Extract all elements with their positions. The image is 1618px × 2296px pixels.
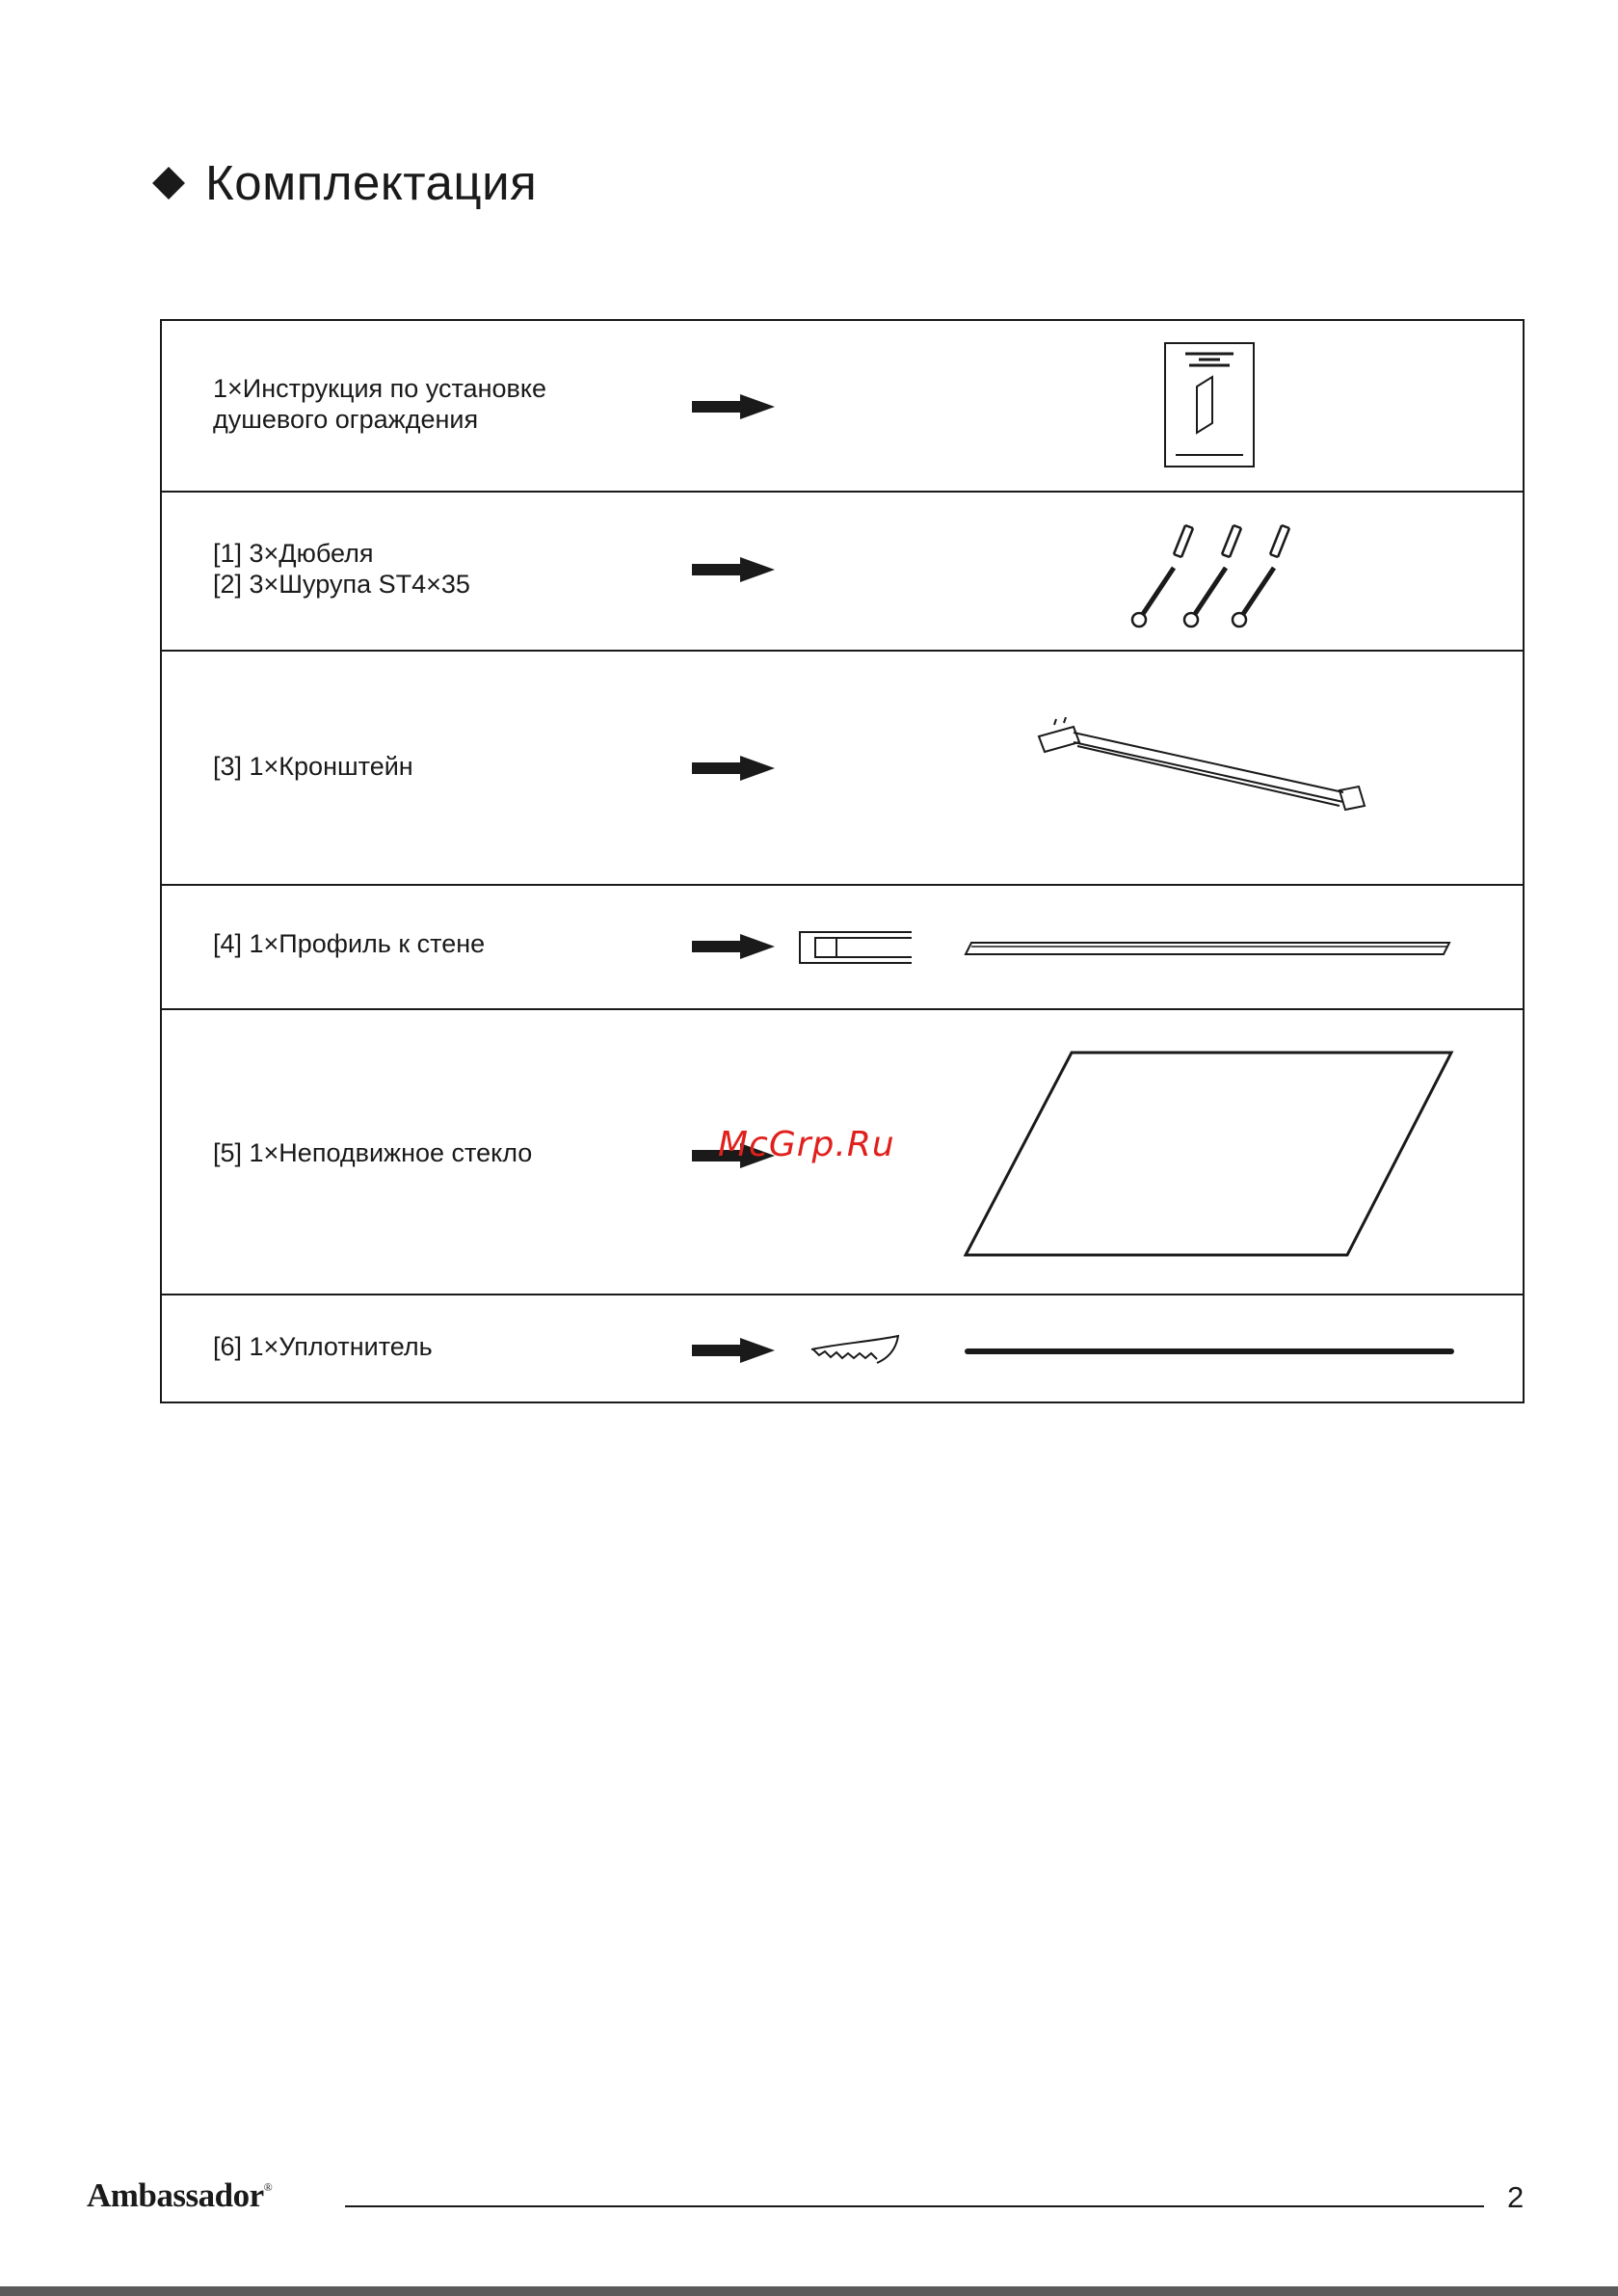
item-label: [6] 1×Уплотнитель: [213, 1332, 433, 1361]
bracket-bar-icon: [1035, 717, 1392, 814]
registered-mark: ®: [263, 2180, 273, 2194]
brand-name: Ambassador: [87, 2176, 264, 2214]
page-title: [157, 154, 537, 211]
item-label: [1] 3×Дюбеля [2] 3×Шурупа ST4×35: [213, 539, 470, 599]
dowels-and-screws-icon: [1122, 520, 1295, 635]
arrow-right-icon: [692, 934, 775, 959]
seal-strip-icon: [964, 1346, 1455, 1357]
parts-row: [162, 321, 1523, 493]
item-label: 1×Инструкция по установке душевого ограждения: [213, 374, 546, 434]
page-number: 2: [1507, 2180, 1525, 2214]
page-title-text: Комплектация: [205, 155, 538, 210]
bottom-edge-bar: [0, 2286, 1618, 2296]
arrow-right-icon: [692, 557, 775, 582]
manual-booklet-icon: [1164, 342, 1255, 467]
wall-profile-icon: [964, 939, 1453, 958]
seal-section-icon: [809, 1334, 906, 1367]
arrow-right-icon: [692, 756, 775, 781]
parts-table: [160, 319, 1525, 1403]
item-label: [4] 1×Профиль к стене: [213, 929, 486, 958]
diamond-icon: [152, 167, 185, 200]
watermark: McGrp.Ru: [718, 1125, 895, 1164]
item-label: [3] 1×Кронштейн: [213, 752, 413, 781]
wall-profile-section-icon: [798, 928, 914, 967]
item-label: [5] 1×Неподвижное стекло: [213, 1138, 533, 1167]
arrow-right-icon: [692, 1338, 775, 1363]
arrow-right-icon: [692, 394, 775, 419]
parts-row: [162, 886, 1523, 1010]
brand-logo: [87, 2176, 272, 2215]
glass-panel-icon: [964, 1051, 1455, 1257]
parts-row: [162, 1295, 1523, 1402]
footer-divider: [345, 2205, 1484, 2207]
parts-row: [162, 652, 1523, 886]
parts-row: [162, 493, 1523, 652]
